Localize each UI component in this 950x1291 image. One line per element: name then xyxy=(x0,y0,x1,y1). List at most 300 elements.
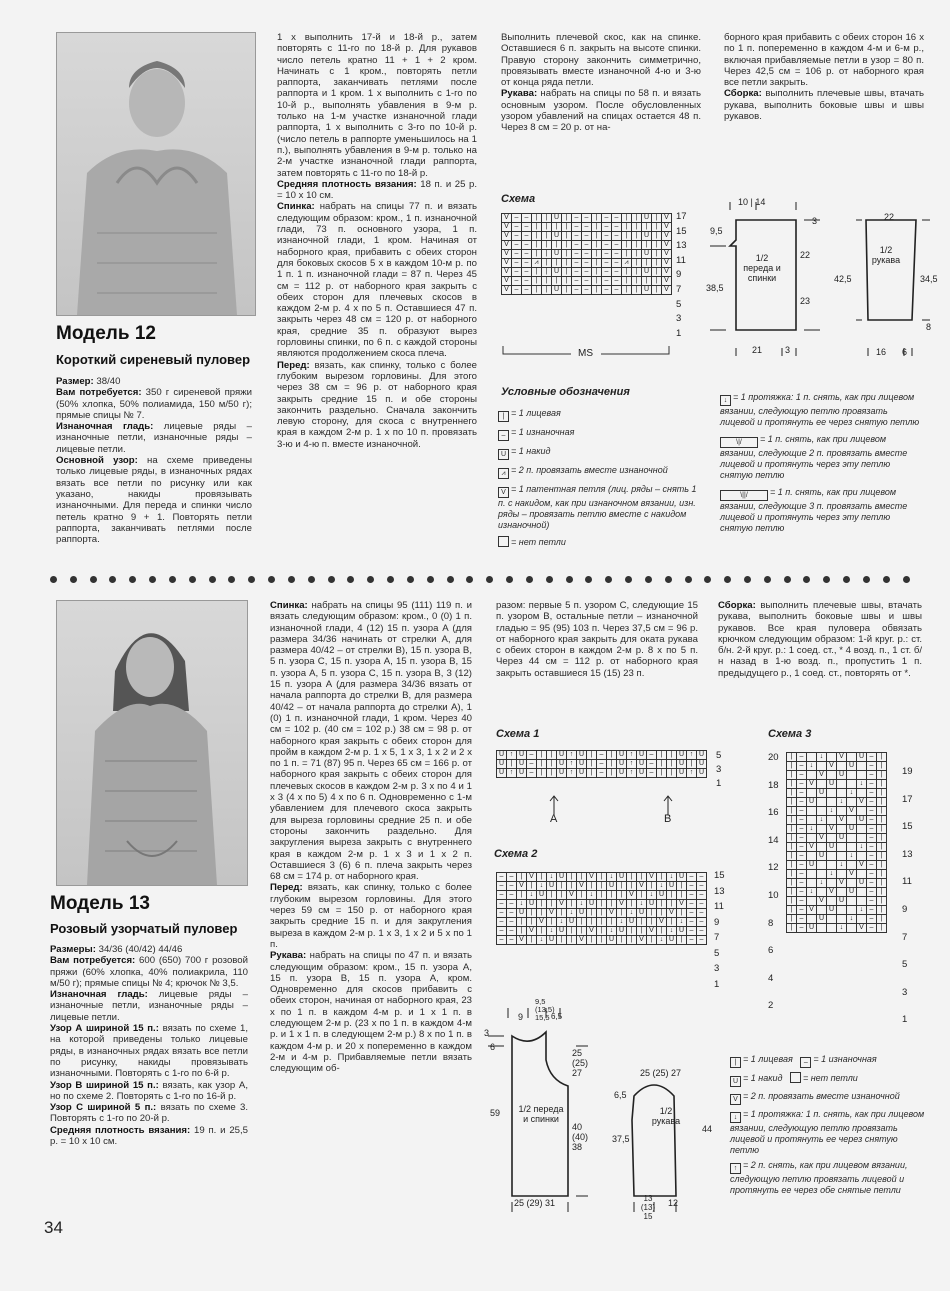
stitch-cell: – xyxy=(497,873,507,882)
row-number: 9 xyxy=(714,916,720,928)
stitch-cell xyxy=(847,753,857,762)
stitch-cell: | xyxy=(527,882,537,891)
stitch-cell: ↓ xyxy=(847,789,857,798)
stitch-cell: U xyxy=(517,909,527,918)
stitch-cell: V xyxy=(662,232,672,241)
stitch-cell: | xyxy=(622,214,632,223)
stitch-cell: | xyxy=(577,918,587,927)
stitch-cell: U xyxy=(857,753,867,762)
row-number: 15 xyxy=(714,870,725,881)
m13-front-bottom: 25 (29) 31 xyxy=(514,1198,556,1208)
stitch-cell: U xyxy=(642,286,652,295)
stitch-cell: – xyxy=(582,259,592,268)
row-number: 3 xyxy=(676,313,682,325)
stitch-cell: | xyxy=(557,882,567,891)
stitch-cell: | xyxy=(877,780,887,789)
stitch-cell: U xyxy=(807,798,817,807)
stitch-cell xyxy=(847,843,857,852)
stitch-cell: – xyxy=(647,760,657,769)
stitch-cell: | xyxy=(607,751,617,760)
model12-schema-title: Схема xyxy=(501,193,536,205)
separator-dot xyxy=(585,576,592,583)
stitch-cell: – xyxy=(522,277,532,286)
stitch-cell: V xyxy=(662,223,672,232)
stitch-cell: – xyxy=(497,927,507,936)
schema3-grid xyxy=(786,752,887,933)
m12-front-h3: 23 xyxy=(800,296,811,306)
stitch-cell: – xyxy=(512,250,522,259)
separator-dot xyxy=(308,576,315,583)
model13-title: Модель 13 xyxy=(50,893,150,914)
stitch-cell: V xyxy=(662,277,672,286)
stitch-cell: – xyxy=(797,762,807,771)
m13-sleeve-l1: 6,5 xyxy=(614,1090,627,1100)
stitch-cell: | xyxy=(587,760,597,769)
stitch-cell: U xyxy=(827,780,837,789)
stitch-cell: | xyxy=(617,882,627,891)
stitch-cell: – xyxy=(522,241,532,250)
stitch-cell: | xyxy=(877,915,887,924)
stitch-cell: | xyxy=(547,751,557,760)
stitch-cell: V xyxy=(662,268,672,277)
stitch-cell: | xyxy=(592,259,602,268)
stitch-cell: – xyxy=(572,286,582,295)
row-number: 5 xyxy=(716,750,722,761)
stitch-cell: | xyxy=(652,214,662,223)
section-separator-dots xyxy=(50,576,910,590)
stitch-cell: V xyxy=(502,268,512,277)
stitch-cell: V xyxy=(847,870,857,879)
separator-dot xyxy=(903,576,910,583)
stitch-cell: ↑ xyxy=(627,760,637,769)
stitch-cell: – xyxy=(867,762,877,771)
stitch-cell xyxy=(837,852,847,861)
stitch-cell: ↓ xyxy=(577,900,587,909)
stitch-cell: | xyxy=(647,936,657,945)
stitch-cell: | xyxy=(562,250,572,259)
stitch-cell: – xyxy=(522,268,532,277)
stitch-cell: | xyxy=(787,906,797,915)
stitch-cell: – xyxy=(507,936,517,945)
stitch-cell: | xyxy=(547,769,557,778)
m13-front-top3: 6,5 xyxy=(551,1012,563,1021)
m12-sleeve-h2: 34,5 xyxy=(920,274,938,284)
stitch-cell: V xyxy=(517,882,527,891)
stitch-cell: – xyxy=(507,882,517,891)
stitch-cell: | xyxy=(877,771,887,780)
row-number: 3 xyxy=(902,986,908,998)
m12-sleeve-top: 22 xyxy=(884,212,895,222)
stitch-cell xyxy=(817,780,827,789)
sk2p-symbol-icon: ↑ xyxy=(730,1163,741,1174)
stitch-cell: – xyxy=(867,780,877,789)
row-number: 1 xyxy=(902,1014,908,1026)
model12-woman-image xyxy=(57,33,255,315)
model12-photo xyxy=(56,32,256,316)
stitch-cell: – xyxy=(512,268,522,277)
stitch-cell: U xyxy=(642,250,652,259)
leg12-nostitch: = нет петли xyxy=(498,536,698,548)
stitch-cell: U xyxy=(637,909,647,918)
stitch-cell: | xyxy=(577,891,587,900)
stitch-cell: V xyxy=(502,214,512,223)
stitch-cell: – xyxy=(512,286,522,295)
stitch-cell: – xyxy=(612,214,622,223)
stitch-cell: V xyxy=(502,223,512,232)
stitch-cell: | xyxy=(622,223,632,232)
schema2-grid xyxy=(496,872,707,945)
no-stitch-symbol-icon xyxy=(790,1072,801,1083)
stitch-cell: | xyxy=(597,873,607,882)
stitch-cell: V xyxy=(607,909,617,918)
stitch-cell: – xyxy=(612,286,622,295)
stitch-cell: U xyxy=(552,232,562,241)
stitch-cell: – xyxy=(697,918,707,927)
stitch-cell: U xyxy=(667,882,677,891)
stitch-cell: – xyxy=(867,861,877,870)
stitch-cell: V xyxy=(502,277,512,286)
stitch-cell xyxy=(817,843,827,852)
stitch-cell: | xyxy=(587,882,597,891)
stitch-cell: V xyxy=(537,918,547,927)
stitch-cell xyxy=(857,825,867,834)
row-number: 9 xyxy=(676,269,682,281)
stitch-cell: V xyxy=(502,241,512,250)
separator-dot xyxy=(209,576,216,583)
model13-col3 xyxy=(496,600,698,679)
stitch-cell: | xyxy=(657,873,667,882)
stitch-cell: | xyxy=(537,769,547,778)
stitch-cell: – xyxy=(797,789,807,798)
stitch-cell: – xyxy=(797,870,807,879)
stitch-cell: U xyxy=(847,762,857,771)
leg12-ssk: ↓ = 1 протяжка: 1 п. снять, как при лицевом вязании, следующую петлю провязать лицевой и протянуть ее через снятую петлю xyxy=(720,392,920,427)
row-number: 15 xyxy=(902,821,913,833)
leg13-row1: | = 1 лицевая – = 1 изнаночная xyxy=(730,1054,926,1068)
stitch-cell: U xyxy=(837,834,847,843)
stitch-cell: – xyxy=(697,936,707,945)
stitch-cell: | xyxy=(627,882,637,891)
stitch-cell: – xyxy=(867,870,877,879)
stitch-cell: – xyxy=(612,277,622,286)
stitch-cell: V xyxy=(617,900,627,909)
stitch-cell: U xyxy=(537,891,547,900)
m12-front-left1: 9,5 xyxy=(710,226,723,236)
stitch-cell: – xyxy=(512,214,522,223)
separator-dot xyxy=(625,576,632,583)
leg13-row3: V = 2 п. провязать вместе изнаночной xyxy=(730,1091,926,1105)
stitch-cell: | xyxy=(552,277,562,286)
schema1-title: Схема 1 xyxy=(496,728,540,740)
row-number: 1 xyxy=(714,978,720,990)
stitch-cell xyxy=(807,834,817,843)
m13-sleeve-h1: 37,5 xyxy=(612,1134,630,1144)
stitch-cell: U xyxy=(517,760,527,769)
stitch-cell: | xyxy=(787,798,797,807)
stitch-cell: | xyxy=(557,891,567,900)
stitch-cell: V xyxy=(807,780,817,789)
stitch-cell: | xyxy=(527,909,537,918)
stitch-cell: V xyxy=(857,924,867,933)
model13-woman-image xyxy=(57,601,247,885)
stitch-cell: U xyxy=(517,751,527,760)
m13-sleeve-bottom1: 13 (13) 15 xyxy=(640,1194,656,1221)
model12-col2 xyxy=(277,32,477,450)
separator-dot xyxy=(526,576,533,583)
stitch-cell xyxy=(807,753,817,762)
stitch-cell: | xyxy=(567,936,577,945)
stitch-cell xyxy=(827,924,837,933)
stitch-cell xyxy=(837,825,847,834)
m13-front-top1: 9 xyxy=(518,1012,524,1022)
stitch-cell: | xyxy=(787,780,797,789)
stitch-cell: | xyxy=(537,900,547,909)
stitch-cell: | xyxy=(552,241,562,250)
stitch-cell: | xyxy=(577,873,587,882)
stitch-cell: – xyxy=(647,769,657,778)
row-number: 17 xyxy=(676,211,687,222)
stitch-cell: ↓ xyxy=(837,861,847,870)
stitch-cell: U xyxy=(627,918,637,927)
stitch-cell: V xyxy=(807,906,817,915)
stitch-cell xyxy=(827,852,837,861)
stitch-cell: ↓ xyxy=(517,900,527,909)
stitch-cell: | xyxy=(617,909,627,918)
stitch-cell: | xyxy=(652,268,662,277)
stitch-cell: | xyxy=(677,882,687,891)
stitch-cell: – xyxy=(647,751,657,760)
stitch-cell: V xyxy=(667,909,677,918)
stitch-cell: U xyxy=(497,760,507,769)
stitch-cell: | xyxy=(592,277,602,286)
stitch-cell: | xyxy=(667,751,677,760)
stitch-cell xyxy=(827,816,837,825)
stitch-cell: U xyxy=(557,760,567,769)
stitch-cell: – xyxy=(512,223,522,232)
stitch-cell: ↓ xyxy=(637,900,647,909)
stitch-cell: U xyxy=(567,918,577,927)
row-number: 3 xyxy=(714,963,720,974)
stitch-cell: – xyxy=(867,915,877,924)
leg12-yo: U = 1 накид xyxy=(498,446,698,460)
stitch-cell: | xyxy=(627,927,637,936)
stitch-cell: | xyxy=(597,909,607,918)
separator-dot xyxy=(784,576,791,583)
stitch-cell: | xyxy=(517,891,527,900)
stitch-cell: | xyxy=(597,918,607,927)
separator-dot xyxy=(486,576,493,583)
stitch-cell: | xyxy=(657,751,667,760)
stitch-cell: U xyxy=(677,751,687,760)
stitch-cell: – xyxy=(512,277,522,286)
row-number: 5 xyxy=(902,959,908,971)
stitch-cell: – xyxy=(497,891,507,900)
stitch-cell: V xyxy=(817,834,827,843)
stitch-cell: – xyxy=(512,259,522,268)
stitch-cell xyxy=(857,870,867,879)
stitch-cell: | xyxy=(597,882,607,891)
stitch-cell: V xyxy=(627,891,637,900)
stitch-cell: | xyxy=(592,214,602,223)
stitch-cell: ⩘ xyxy=(622,259,632,268)
stitch-cell: U xyxy=(647,900,657,909)
stitch-cell: U xyxy=(677,760,687,769)
stitch-cell: – xyxy=(797,753,807,762)
stitch-cell: ↓ xyxy=(857,843,867,852)
model13-legend xyxy=(730,1054,926,1196)
stitch-cell: V xyxy=(577,882,587,891)
stitch-cell: U xyxy=(617,751,627,760)
m12-front-top: 10 | 14 xyxy=(738,197,766,207)
stitch-cell: | xyxy=(557,909,567,918)
separator-dot xyxy=(645,576,652,583)
stitch-cell: ↑ xyxy=(567,751,577,760)
stitch-cell: | xyxy=(642,277,652,286)
stitch-cell: U xyxy=(617,927,627,936)
stitch-cell: | xyxy=(877,843,887,852)
stitch-cell: U xyxy=(827,843,837,852)
stitch-cell: | xyxy=(787,816,797,825)
stitch-cell: V xyxy=(502,250,512,259)
stitch-cell: | xyxy=(592,223,602,232)
separator-dot xyxy=(843,576,850,583)
stitch-cell: | xyxy=(567,927,577,936)
stitch-cell: | xyxy=(622,232,632,241)
stitch-cell: U xyxy=(517,769,527,778)
separator-dot xyxy=(803,576,810,583)
stitch-cell xyxy=(807,870,817,879)
stitch-cell xyxy=(817,906,827,915)
stitch-cell: | xyxy=(687,760,697,769)
stitch-cell: V xyxy=(837,816,847,825)
arrow-b-label: B xyxy=(664,813,672,825)
stitch-cell: – xyxy=(597,751,607,760)
stitch-cell: V xyxy=(587,927,597,936)
stitch-cell: – xyxy=(697,909,707,918)
separator-dot xyxy=(387,576,394,583)
stitch-cell: ↑ xyxy=(687,769,697,778)
stitch-cell: ⩘ xyxy=(532,259,542,268)
stitch-cell xyxy=(847,897,857,906)
stitch-cell: | xyxy=(532,250,542,259)
stitch-cell: U xyxy=(807,861,817,870)
stitch-cell: U xyxy=(577,769,587,778)
stitch-cell: – xyxy=(507,873,517,882)
stitch-cell: – xyxy=(612,232,622,241)
stitch-cell: U xyxy=(807,924,817,933)
stitch-cell xyxy=(857,852,867,861)
stitch-cell: – xyxy=(867,852,877,861)
stitch-cell: | xyxy=(667,760,677,769)
schema1-arrows xyxy=(496,793,716,819)
stitch-cell xyxy=(847,906,857,915)
stitch-cell xyxy=(807,897,817,906)
stitch-cell: | xyxy=(787,852,797,861)
model12-legend-title: Условные обозначения xyxy=(501,386,630,398)
stitch-cell: | xyxy=(877,762,887,771)
schema2-title: Схема 2 xyxy=(494,848,538,860)
stitch-cell: – xyxy=(797,843,807,852)
stitch-cell: U xyxy=(667,936,677,945)
stitch-cell: | xyxy=(562,277,572,286)
stitch-cell: | xyxy=(527,918,537,927)
stitch-cell: | xyxy=(592,250,602,259)
stitch-cell: U xyxy=(677,873,687,882)
stitch-cell: U xyxy=(642,268,652,277)
stitch-cell: | xyxy=(532,223,542,232)
row-number: 7 xyxy=(676,284,682,295)
stitch-cell: – xyxy=(687,927,697,936)
stitch-cell: – xyxy=(602,286,612,295)
stitch-cell: – xyxy=(527,751,537,760)
stitch-cell: V xyxy=(527,927,537,936)
stitch-cell: | xyxy=(632,277,642,286)
stitch-cell xyxy=(857,897,867,906)
stitch-cell: – xyxy=(867,906,877,915)
stitch-cell: | xyxy=(532,277,542,286)
stitch-cell: U xyxy=(677,927,687,936)
stitch-cell xyxy=(847,816,857,825)
stitch-cell: | xyxy=(607,769,617,778)
stitch-cell: | xyxy=(877,807,887,816)
stitch-cell: V xyxy=(662,214,672,223)
stitch-cell: – xyxy=(697,882,707,891)
stitch-cell: | xyxy=(632,259,642,268)
stitch-cell: V xyxy=(662,250,672,259)
separator-dot xyxy=(427,576,434,583)
stitch-cell: – xyxy=(797,924,807,933)
stitch-cell: | xyxy=(537,751,547,760)
stitch-cell: V xyxy=(662,286,672,295)
stitch-cell xyxy=(857,834,867,843)
row-number: 7 xyxy=(902,931,908,943)
m13-sleeve-label: 1/2 рукава xyxy=(651,1106,681,1126)
stitch-cell: ↓ xyxy=(627,909,637,918)
stitch-cell: ↓ xyxy=(827,807,837,816)
stitch-cell: V xyxy=(677,900,687,909)
stitch-cell: | xyxy=(787,915,797,924)
stitch-cell: ↓ xyxy=(607,927,617,936)
p2tog-symbol-icon: V xyxy=(730,1094,741,1105)
stitch-cell: V xyxy=(662,241,672,250)
stitch-cell: | xyxy=(787,753,797,762)
stitch-cell: – xyxy=(612,241,622,250)
m12-sleeve-label: 1/2 рукава xyxy=(871,245,901,265)
stitch-cell xyxy=(847,771,857,780)
m13-c1-p3: Узор А шириной 15 п.: вязать по схеме 1, на которой приведены только лицевые ряды, в изнаночных рядах вязать все петли по рисунку, накиды провязывать изнаночными. Повторять с 1-го по 6-й р. xyxy=(50,1023,248,1080)
stitch-cell: | xyxy=(577,927,587,936)
stitch-cell: V xyxy=(647,927,657,936)
stitch-cell: | xyxy=(877,825,887,834)
separator-dot xyxy=(407,576,414,583)
stitch-cell: – xyxy=(697,891,707,900)
stitch-cell: U xyxy=(587,900,597,909)
separator-dot xyxy=(189,576,196,583)
stitch-cell: | xyxy=(647,909,657,918)
stitch-cell: – xyxy=(602,268,612,277)
stitch-cell xyxy=(837,807,847,816)
separator-dot xyxy=(724,576,731,583)
row-number: 16 xyxy=(768,807,779,819)
stitch-cell: V xyxy=(817,897,827,906)
m13-front-h3: 40 (40) 38 xyxy=(572,1122,589,1152)
stitch-cell: – xyxy=(582,214,592,223)
row-number: 7 xyxy=(714,932,720,943)
stitch-cell: – xyxy=(867,807,877,816)
stitch-cell: U xyxy=(497,769,507,778)
stitch-cell: | xyxy=(532,268,542,277)
stitch-cell: – xyxy=(497,900,507,909)
